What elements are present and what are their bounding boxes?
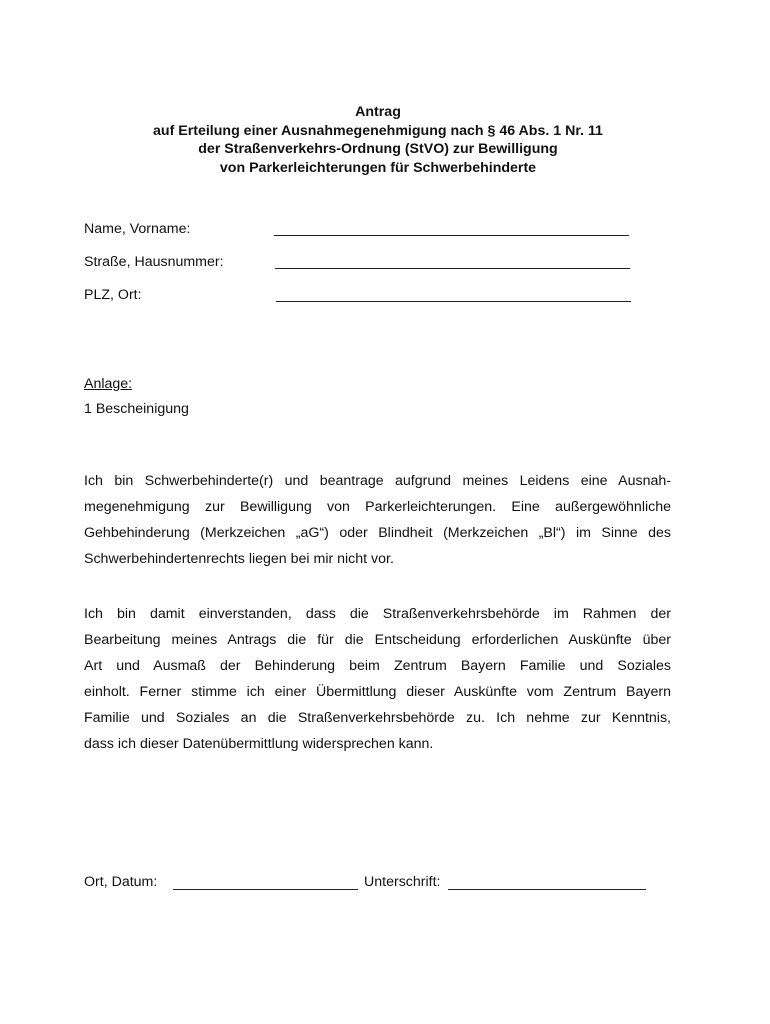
city-field-row <box>84 287 634 307</box>
city-label: PLZ, Ort: <box>84 287 142 303</box>
title-line-2: auf Erteilung einer Ausnahmegenehmigung nach § 46 Abs. 1 Nr. 11 <box>153 122 603 139</box>
signature-label: Unterschrift: <box>364 874 441 890</box>
paragraph-line: megenehmigung zur Bewilligung von Parkerleichterungen. Eine außergewöhnliche <box>84 499 671 515</box>
attachment-section <box>84 372 189 422</box>
consent-paragraph <box>84 601 671 757</box>
city-line[interactable] <box>276 301 631 302</box>
street-label: Straße, Hausnummer: <box>84 254 224 270</box>
name-label: Name, Vorname: <box>84 221 191 237</box>
attachment-heading: Anlage: <box>84 376 133 392</box>
document-title <box>80 103 676 177</box>
title-line-1: Antrag <box>355 104 401 120</box>
signature-row <box>84 874 664 896</box>
name-field-row <box>84 221 632 241</box>
paragraph-line: dass ich dieser Datenübermittlung widersprechen kann. <box>84 736 434 752</box>
paragraph-line: Ich bin damit einverstanden, dass die Straßenverkehrsbehörde im Rahmen der <box>84 606 671 622</box>
paragraph-line: Schwerbehindertenrechts liegen bei mir nicht vor. <box>84 551 394 567</box>
paragraph-line: einholt. Ferner stimme ich einer Übermittlung dieser Auskünfte vom Zentrum Bayern <box>84 684 671 700</box>
place-date-label: Ort, Datum: <box>84 874 158 890</box>
paragraph-line: Bearbeitung meines Antrags die für die Entscheidung erforderlichen Auskünfte über <box>84 632 671 648</box>
title-line-3: der Straßenverkehrs-Ordnung (StVO) zur Bewilligung <box>198 141 558 157</box>
signature-line[interactable] <box>448 889 646 890</box>
paragraph-line: Gehbehinderung (Merkzeichen „aG“) oder Blindheit (Merkzeichen „Bl“) im Sinne des <box>84 525 671 541</box>
title-line-4: von Parkerleichterungen für Schwerbehinderte <box>219 159 537 176</box>
paragraph-line: Ich bin Schwerbehinderte(r) und beantrage aufgrund meines Leidens eine Ausnah- <box>84 473 671 489</box>
declaration-paragraph <box>84 468 671 572</box>
name-line[interactable] <box>274 235 629 236</box>
street-field-row <box>84 254 632 274</box>
paragraph-line: Art und Ausmaß der Behinderung beim Zentrum Bayern Familie und Soziales <box>84 658 671 674</box>
street-line[interactable] <box>275 268 630 269</box>
place-date-line[interactable] <box>173 889 358 890</box>
paragraph-line: Familie und Soziales an die Straßenverkehrsbehörde zu. Ich nehme zur Kenntnis, <box>84 710 671 726</box>
attachment-item: 1 Bescheinigung <box>84 401 189 417</box>
